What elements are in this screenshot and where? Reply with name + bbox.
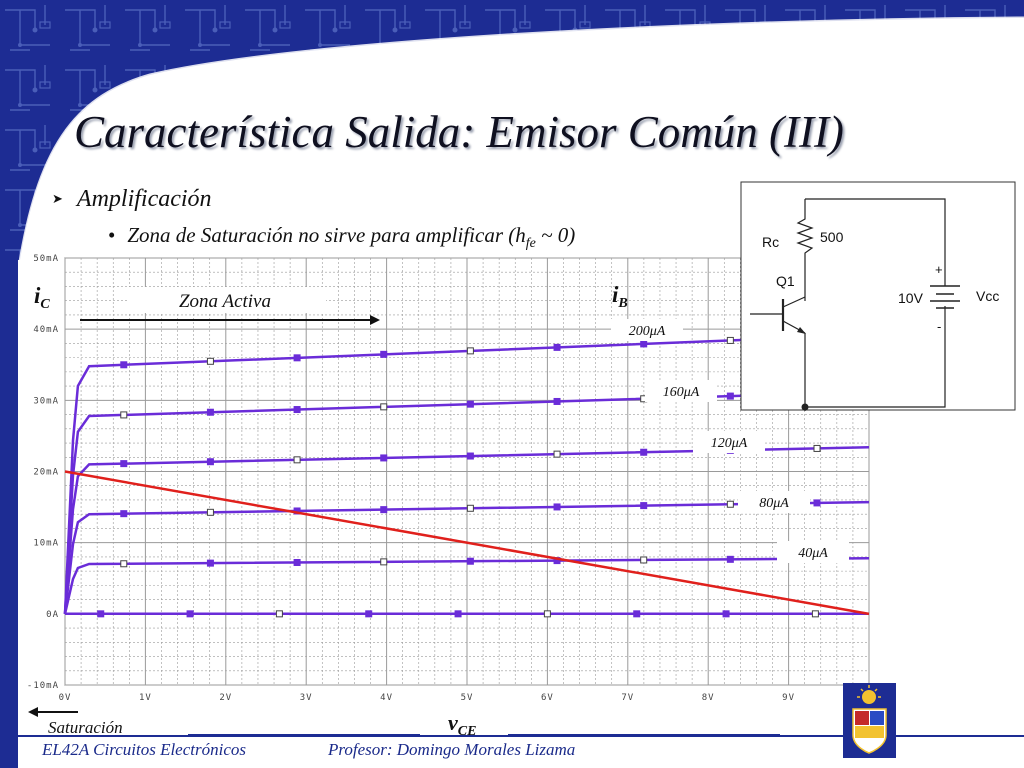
curve-marker: [814, 445, 820, 451]
curve-marker: [727, 556, 733, 562]
curve-marker: [544, 611, 550, 617]
source-minus: -: [937, 319, 942, 334]
source-plus: +: [935, 262, 943, 277]
curve-marker: [121, 461, 127, 467]
curve-marker: [294, 407, 300, 413]
curve-marker: [727, 337, 733, 343]
y-tick-label: 50mA: [33, 254, 59, 264]
curve-marker: [381, 351, 387, 357]
bullet-sub-post: ~ 0): [535, 223, 576, 247]
saturation-label: Saturación: [48, 718, 123, 737]
curve-marker: [814, 500, 820, 506]
sun-icon: [862, 690, 876, 704]
curve-marker: [121, 412, 127, 418]
curve-marker: [276, 611, 282, 617]
curve-marker: [727, 501, 733, 507]
curve-marker: [207, 358, 213, 364]
curve-marker: [207, 509, 213, 515]
series-label: 200μA: [628, 324, 666, 339]
curve-marker: [207, 409, 213, 415]
curve-marker: [554, 504, 560, 510]
curve-marker: [723, 611, 729, 617]
curve-marker: [207, 459, 213, 465]
curve-marker: [121, 561, 127, 567]
x-tick-label: 3V: [299, 693, 313, 703]
rc-label: Rc: [762, 234, 780, 250]
curve-marker: [381, 559, 387, 565]
slide-title: Característica Salida: Emisor Común (III): [74, 107, 844, 157]
curve-marker: [467, 558, 473, 564]
y-tick-label: 30mA: [33, 396, 59, 407]
x-tick-label: 5V: [460, 693, 474, 703]
curve-marker: [294, 559, 300, 565]
y-tick-label: 40mA: [33, 325, 59, 336]
x-tick-label: 8V: [701, 693, 715, 703]
curve-marker: [98, 611, 104, 617]
curve-marker: [727, 393, 733, 399]
curve-marker: [641, 503, 647, 509]
bullet-main-text: Amplificación: [76, 186, 212, 212]
curve-marker: [812, 611, 818, 617]
saturation-arrowhead: [28, 707, 38, 717]
bullet-dot-icon: •: [108, 223, 116, 247]
series-label: 160μA: [662, 385, 700, 400]
university-crest-logo: [843, 683, 896, 758]
curve-marker: [554, 398, 560, 404]
bullet-sub-pre: Zona de Saturación no sirve para amplificar (h: [127, 223, 526, 247]
y-tick-label: 0A: [46, 609, 59, 620]
curve-marker: [381, 455, 387, 461]
curve-marker: [366, 611, 372, 617]
series-label: 80μA: [759, 496, 789, 511]
curve-marker: [554, 344, 560, 350]
arrow-bullet-icon: ➤: [52, 191, 63, 206]
y-axis-label: $i_C$: [34, 283, 50, 312]
x-tick-labels: [59, 693, 879, 703]
curve-marker: [641, 341, 647, 347]
curve-marker: [467, 453, 473, 459]
curve-marker: [381, 404, 387, 410]
curve-marker: [294, 355, 300, 361]
curve-marker: [634, 611, 640, 617]
curve-marker: [294, 457, 300, 463]
curve-marker: [467, 401, 473, 407]
active-zone-label: Zona Activa: [178, 291, 272, 312]
curve-marker: [467, 505, 473, 511]
source-label: Vcc: [976, 288, 1000, 304]
curve-marker: [641, 449, 647, 455]
x-tick-label: 2V: [219, 693, 233, 703]
footer-professor: Profesor: Domingo Morales Lizama: [328, 740, 576, 759]
x-tick-label: 4V: [380, 693, 394, 703]
curve-marker: [554, 451, 560, 457]
y-tick-label: 10mA: [33, 538, 59, 549]
curve-marker: [121, 362, 127, 368]
y-tick-labels: [27, 254, 59, 691]
curve-marker: [455, 611, 461, 617]
footer-course: EL42A Circuitos Electrónicos: [42, 740, 246, 759]
x-tick-label: 7V: [621, 693, 635, 703]
x-tick-label: 9V: [782, 693, 796, 703]
q1-label: Q1: [776, 273, 795, 289]
x-tick-label: 1V: [138, 693, 152, 703]
curve-marker: [381, 507, 387, 513]
schematic-frame: [741, 182, 1015, 410]
curve-marker: [641, 557, 647, 563]
series-label: 40μA: [798, 546, 828, 561]
circuit-schematic: [740, 181, 1016, 411]
x-axis-label: $v_{CE}$: [448, 710, 477, 739]
curve-marker: [187, 611, 193, 617]
curve-marker: [207, 560, 213, 566]
y-tick-label: -10mA: [26, 681, 59, 691]
y-tick-label: 20mA: [33, 467, 59, 478]
x-tick-label: 6V: [540, 693, 554, 703]
legend-title: $i_B$: [612, 282, 628, 311]
series-label: 120μA: [710, 436, 748, 451]
curve-marker: [467, 348, 473, 354]
curve-marker: [121, 511, 127, 517]
source-value: 10V: [898, 290, 923, 306]
x-tick-label: 0V: [58, 693, 72, 703]
rc-value: 500: [820, 229, 844, 245]
bullet-sub-subscript: fe: [525, 236, 536, 252]
